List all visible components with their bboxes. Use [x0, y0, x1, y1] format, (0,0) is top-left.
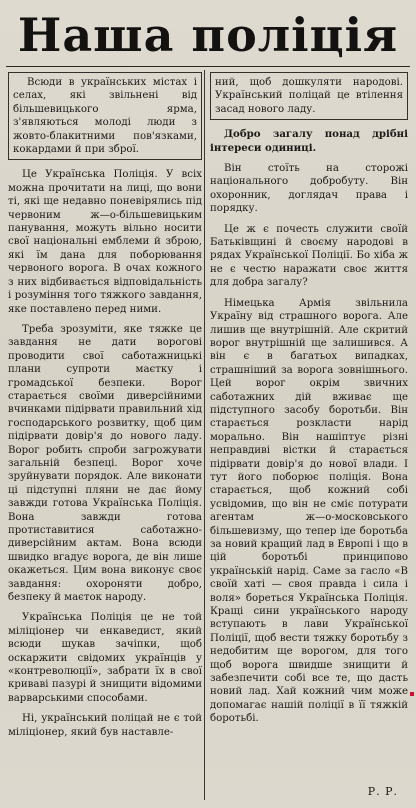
right-column [210, 72, 408, 733]
left-column [8, 72, 202, 746]
article-paragraph: Треба зрозуміти, яке тяжке це завдання не дати ворогові проводити свої саботажницькі плани супроти маєтку і громадської безпеки. Ворог старається своїми диверсійними вчинками підірвати правильний хід господарського розвитку, щоб цим підірвати довір'я до нового ладу. Ворог робить спроби загрожувати загальній безпеці. Ворог хоче зруйнувати порядок. Але виконати ці підступні пляни не дає йому завжди готова Українська Поліція. Вона завжди готова протиставитися саботажно-диверсійним актам. Вона всюди швидко вгадує ворога, де він лише окажеться. Цим вона виконує своє завдання: охороняти добро, безпеку й маєток народу. [8, 323, 202, 604]
column-divider [204, 70, 205, 800]
title-divider [6, 66, 410, 67]
margin-mark [410, 692, 414, 696]
section-subheading: Добро загалу понад дрібні інтереси одиниці. [210, 128, 408, 154]
continued-paragraph: ний, щоб дошкуляти народові. Український поліцай це втілення засад нового ладу. [215, 77, 403, 115]
continued-box [210, 72, 408, 120]
intro-box [8, 72, 202, 160]
article-paragraph: Українська Поліція це не той міліціонер чи енкаведист, який всюди шукав зачіпки, щоб оскаржити свідомих українців у «контреволюції», забрати їх в свої криваві пазурі й знищити відомими варварськими способами. [8, 612, 202, 704]
article-paragraph: Німецька Армія звільнила Україну від страшного ворога. Але лишив ще внутрішній. Але скритий ворог внутрішній ще залишився. А він є в багатьох випадках, страшніший за ворога зовнішнього. Цей ворог окрім звичних саботажних дій вживає ще підступного засобу боротьби. Він старається розкласти нарід морально. Він нашіптує різні неправдиві вістки й старається підірвати довір'я до нової влади. І тут його поборює поліція. Вона старається, щоб кожний собі усвідомив, що він не сміє потурати агентам ж—о-московського більшевизму, що тепер іде боротьба за новий кращий лад в Европі і що в цій боротьбі принципово українській нарід. Саме за гасло «В своїй хаті — своя правда і сила і воля» бореться Українська Поліція. Кращі сини українського народу вступають в лави Української Поліції, щоб вести тяжку боротьбу з недобитим ще ворогом, для того щоб ворога швидше знищити й забезпечити собі все те, що дасть новий лад. Хай кожний чим може допомагає нашій поліції в її тяжкій боротьбі. [210, 297, 408, 725]
article-paragraph: Він стоїть на сторожі національного добробуту. Він охоронник, доглядач права і порядку. [210, 163, 408, 215]
page-title: Наша поліція [17, 8, 399, 62]
intro-paragraph: Всюди в українських містах і селах, які звільнені від більшевицького ярма, з'являються молоді люди з жовто-блакитними пов'язками, кокардами й при зброї. [13, 77, 197, 156]
article-paragraph: Це Українська Поліція. У всіх можна прочитати на лиці, що вони ті, які ще недавно поневірялись під червоним ж—о-більшевицьким панування, можуть вільно носити свої національні емблеми й зброю, які їм дана для поборювання червоного ворога. В очах кожного з них відбивається відповідальність і розуміння того тяжкого завдання, яке поставлено перед ними. [8, 169, 202, 315]
article-paragraph: Ні, український поліцай не є той міліціонер, який був наставле- [8, 713, 202, 738]
article-paragraph: Це ж є почесть служити своїй Батьківщині й своєму народові в рядах Української Поліції. Бо хіба ж не є честю наражати своє життя для добра загалу? [210, 223, 408, 289]
author-signature: Р. Р. [367, 785, 398, 798]
